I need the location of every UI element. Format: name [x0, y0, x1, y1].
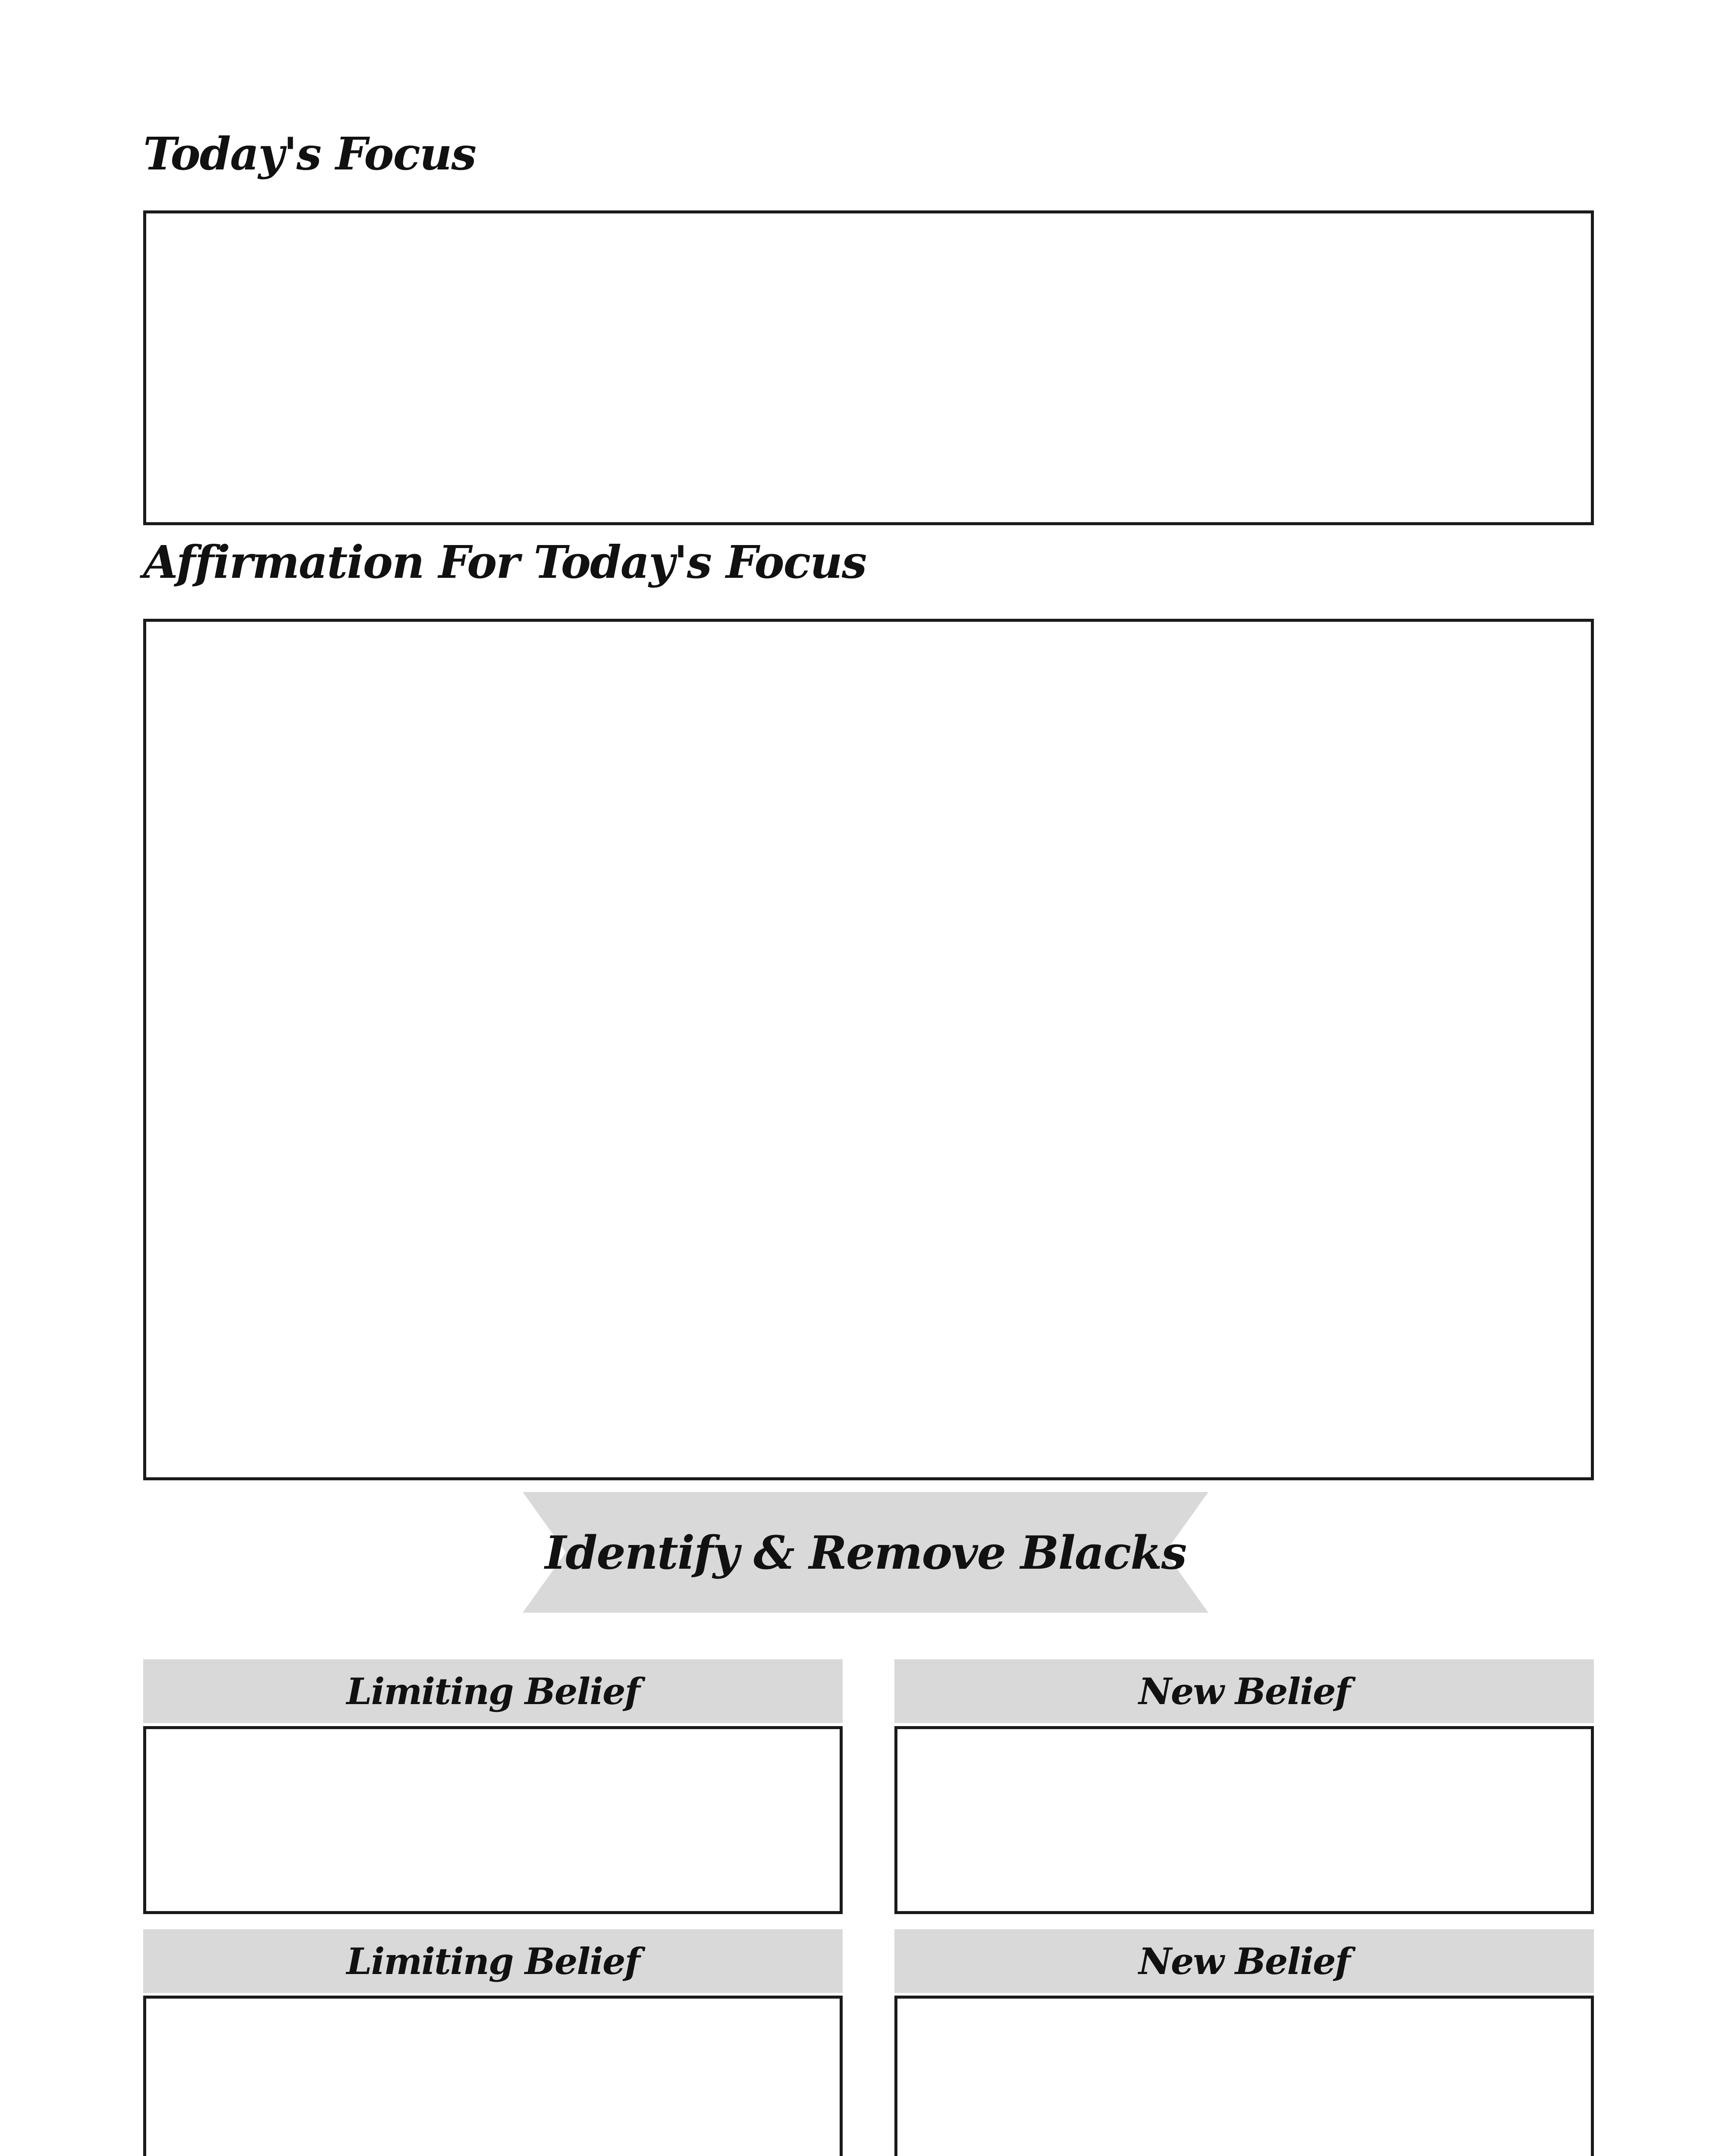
limiting-belief-field[interactable]: [143, 1726, 843, 1914]
new-belief-label: New Belief: [894, 1929, 1594, 1993]
affirmation-field[interactable]: [143, 619, 1594, 1480]
limiting-belief-label: Limiting Belief: [143, 1929, 843, 1993]
identify-remove-blocks-banner: [523, 1492, 1208, 1613]
new-belief-label: New Belief: [894, 1659, 1594, 1723]
affirmation-heading: Affirmation For Today's Focus: [143, 536, 866, 589]
new-belief-field[interactable]: [894, 1726, 1594, 1914]
new-belief-field[interactable]: [894, 1996, 1594, 2156]
limiting-belief-label: Limiting Belief: [143, 1659, 843, 1723]
banner-title: Identify & Remove Blacks: [545, 1525, 1186, 1579]
todays-focus-heading: Today's Focus: [143, 127, 476, 180]
todays-focus-field[interactable]: [143, 210, 1594, 525]
limiting-belief-field[interactable]: [143, 1996, 843, 2156]
